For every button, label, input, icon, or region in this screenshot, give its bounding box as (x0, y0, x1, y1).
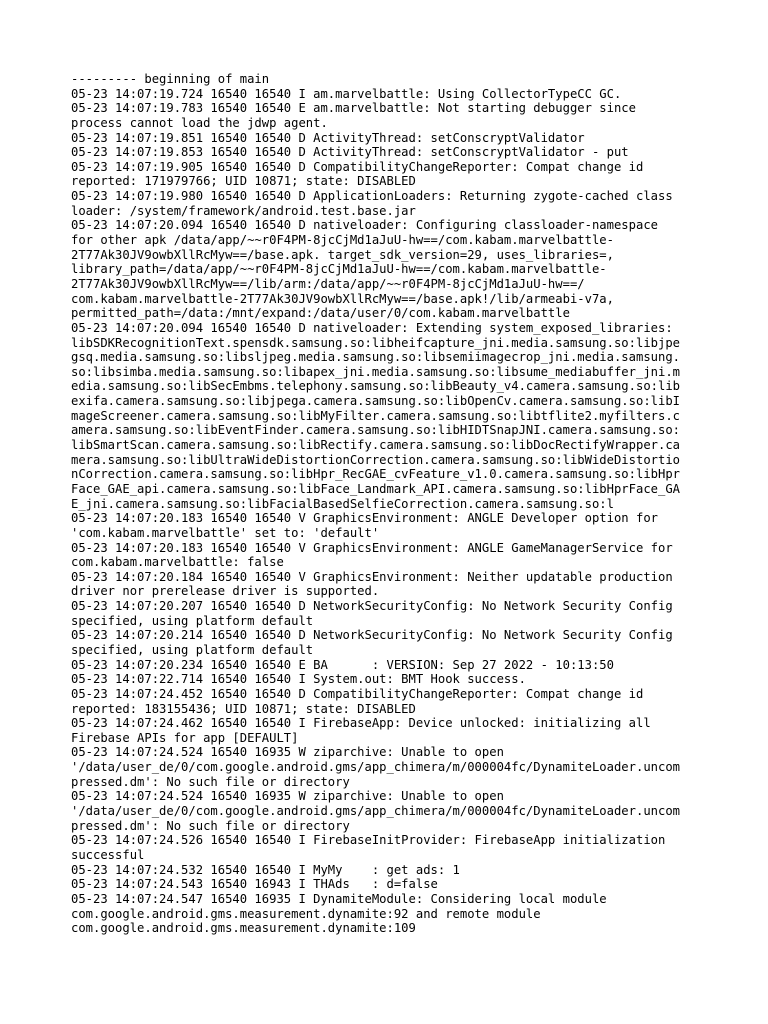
log-line: amera.samsung.so:libEventFinder.camera.samsung.so:libHIDTSnapJNI.camera.samsung.so: (71, 423, 681, 438)
log-line: 05-23 14:07:20.094 16540 16540 D nativeloader: Configuring classloader-namespace (71, 218, 658, 233)
log-line: driver nor prerelease driver is supported. (71, 584, 380, 599)
log-line: for other apk /data/app/~~r0F4PM-8jcCjMd1aJuU-hw==/com.kabam.marvelbattle- (71, 233, 614, 248)
log-line: 05-23 14:07:20.234 16540 16540 E BA : VERSION: Sep 27 2022 - 10:13:50 (71, 657, 614, 672)
log-line: pressed.dm': No such file or directory (71, 774, 350, 789)
log-line: '/data/user_de/0/com.google.android.gms/app_chimera/m/000004fc/DynamiteLoader.uncom (71, 804, 681, 819)
log-line: reported: 183155436; UID 10871; state: DISABLED (71, 701, 416, 716)
log-line: pressed.dm': No such file or directory (71, 818, 350, 833)
log-line: 05-23 14:07:20.207 16540 16540 D NetworkSecurityConfig: No Network Security Config (71, 599, 673, 614)
log-line: process cannot load the jdwp agent. (71, 115, 328, 130)
log-line: 'com.kabam.marvelbattle' set to: 'default' (71, 525, 380, 540)
log-line: --------- beginning of main (71, 72, 270, 86)
log-line: successful (71, 847, 145, 862)
log-line: 05-23 14:07:19.980 16540 16540 D ApplicationLoaders: Returning zygote-cached class (71, 189, 673, 204)
log-line: exifa.camera.samsung.so:libjpega.camera.samsung.so:libOpenCv.camera.samsung.so:libI (71, 394, 681, 409)
log-line: 05-23 14:07:24.462 16540 16540 I FirebaseApp: Device unlocked: initializing all (71, 716, 651, 731)
log-line: 05-23 14:07:19.851 16540 16540 D ActivityThread: setConscryptValidator (71, 130, 585, 145)
log-line: 05-23 14:07:24.452 16540 16540 D CompatibilityChangeReporter: Compat change id (71, 686, 644, 701)
log-line: specified, using platform default (71, 613, 314, 628)
log-line: 05-23 14:07:20.183 16540 16540 V GraphicsEnvironment: ANGLE GameManagerService for (71, 540, 673, 555)
log-line: nCorrection.camera.samsung.so:libHpr_RecGAE_cvFeature_v1.0.camera.samsung.so:libHpr (71, 467, 681, 482)
log-line: 05-23 14:07:24.524 16540 16935 W ziparchive: Unable to open (71, 789, 504, 804)
log-line: 05-23 14:07:19.724 16540 16540 I am.marvelbattle: Using CollectorTypeCC GC. (71, 86, 622, 101)
log-line: 05-23 14:07:24.526 16540 16540 I FirebaseInitProvider: FirebaseApp initialization (71, 833, 666, 848)
log-line: mera.samsung.so:libUltraWideDistortionCorrection.camera.samsung.so:libWideDistortio (71, 452, 681, 467)
log-line: 05-23 14:07:24.547 16540 16935 I DynamiteModule: Considering local module (71, 891, 607, 906)
log-line: E_jni.camera.samsung.so:libFacialBasedSelfieCorrection.camera.samsung.so:l (71, 496, 614, 511)
log-line: edia.samsung.so:libSecEmbms.telephony.samsung.so:libBeauty_v4.camera.samsung.so:lib (71, 379, 681, 394)
log-line: com.google.android.gms.measurement.dynamite:109 (71, 921, 416, 936)
log-line: libSDKRecognitionText.spensdk.samsung.so:libheifcapture_jni.media.samsung.so:libjpe (71, 335, 681, 350)
log-line: library_path=/data/app/~~r0F4PM-8jcCjMd1aJuU-hw==/com.kabam.marvelbattle- (71, 262, 607, 277)
log-line: 05-23 14:07:24.532 16540 16540 I MyMy : get ads: 1 (71, 862, 460, 877)
log-line: com.google.android.gms.measurement.dynamite:92 and remote module (71, 906, 541, 921)
log-line: 05-23 14:07:20.183 16540 16540 V GraphicsEnvironment: ANGLE Developer option for (71, 511, 658, 526)
log-line: libSmartScan.camera.samsung.so:libRectify.camera.samsung.so:libDocRectifyWrapper.ca (71, 438, 681, 453)
log-line: Face_GAE_api.camera.samsung.so:libFace_Landmark_API.camera.samsung.so:libHprFace_GA (71, 481, 681, 496)
log-line: 05-23 14:07:22.714 16540 16540 I System.out: BMT Hook success. (71, 672, 526, 687)
log-line: 05-23 14:07:20.184 16540 16540 V GraphicsEnvironment: Neither updatable production (71, 569, 673, 584)
log-line: specified, using platform default (71, 642, 314, 657)
log-line: 05-23 14:07:19.853 16540 16540 D ActivityThread: setConscryptValidator - put (71, 145, 629, 160)
log-line: 05-23 14:07:24.524 16540 16935 W ziparchive: Unable to open (71, 745, 504, 760)
log-text-block (71, 72, 711, 936)
log-line: 2T77Ak30JV9owbXllRcMyw==/lib/arm:/data/app/~~r0F4PM-8jcCjMd1aJuU-hw==/ (71, 276, 585, 291)
log-line: '/data/user_de/0/com.google.android.gms/app_chimera/m/000004fc/DynamiteLoader.uncom (71, 760, 681, 775)
log-line: gsq.media.samsung.so:libsljpeg.media.samsung.so:libsemiimagecrop_jni.media.samsung. (71, 350, 681, 365)
log-line: 2T77Ak30JV9owbXllRcMyw==/base.apk. target_sdk_version=29, uses_libraries=, (71, 247, 614, 262)
log-line: Firebase APIs for app [DEFAULT] (71, 730, 299, 745)
log-line: 05-23 14:07:19.783 16540 16540 E am.marvelbattle: Not starting debugger since (71, 101, 636, 116)
log-line: 05-23 14:07:20.214 16540 16540 D NetworkSecurityConfig: No Network Security Config (71, 628, 673, 643)
log-line: 05-23 14:07:19.905 16540 16540 D CompatibilityChangeReporter: Compat change id (71, 159, 644, 174)
log-line: 05-23 14:07:20.094 16540 16540 D nativeloader: Extending system_exposed_libraries: (71, 320, 673, 335)
log-line: so:libsimba.media.samsung.so:libapex_jni.media.samsung.so:libsume_mediabuffer_jni.m (71, 364, 681, 379)
log-line: com.kabam.marvelbattle: false (71, 555, 284, 570)
log-line: 05-23 14:07:24.543 16540 16943 I THAds : d=false (71, 877, 438, 892)
log-line: permitted_path=/data:/mnt/expand:/data/user/0/com.kabam.marvelbattle (71, 306, 570, 321)
log-line: com.kabam.marvelbattle-2T77Ak30JV9owbXllRcMyw==/base.apk!/lib/armeabi-v7a, (71, 291, 614, 306)
log-line: loader: /system/framework/android.test.base.jar (71, 203, 416, 218)
log-line: reported: 171979766; UID 10871; state: DISABLED (71, 174, 416, 189)
log-line: mageScreener.camera.samsung.so:libMyFilter.camera.samsung.so:libtflite2.myfilters.c (71, 408, 681, 423)
